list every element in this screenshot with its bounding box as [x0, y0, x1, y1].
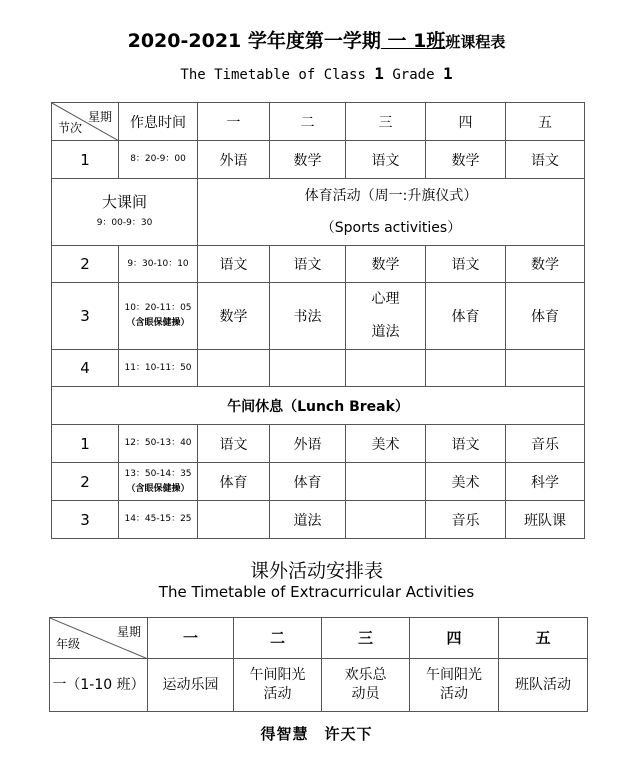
- period-row: [52, 283, 585, 350]
- title-suffix: 班课程表: [445, 33, 506, 51]
- day-header: 四: [426, 103, 506, 141]
- subject-cell: 体育: [198, 463, 270, 501]
- recess-row: [52, 179, 585, 246]
- period-time-cell: [119, 463, 198, 501]
- corner-grade-label: 年级: [56, 637, 81, 651]
- subject-cell: 语文: [506, 141, 585, 179]
- subject-cell: [198, 501, 270, 539]
- day-header: 二: [234, 618, 322, 659]
- period-number: 1: [52, 425, 119, 463]
- period-row: [52, 501, 585, 539]
- subject-cell: 外语: [270, 425, 346, 463]
- subject-line: 心理: [371, 291, 400, 307]
- subject-cell: 数学: [270, 141, 346, 179]
- subject-cell: [346, 501, 426, 539]
- period-row: [52, 463, 585, 501]
- subtitle-class: 1: [374, 64, 384, 83]
- period-time: 12：50-13：40: [119, 425, 198, 463]
- subject-cell: 语文: [270, 246, 346, 283]
- corner-cell: [50, 618, 148, 659]
- subject-cell: 科学: [506, 463, 585, 501]
- subject-cell: 美术: [426, 463, 506, 501]
- subject-cell: 班队课: [506, 501, 585, 539]
- title-grade: 一 1: [387, 30, 427, 52]
- day-header: 一: [198, 103, 270, 141]
- subject-cell: 音乐: [506, 425, 585, 463]
- subject-cell: [346, 283, 426, 350]
- activity-cell: [410, 659, 499, 712]
- subject-cell: [198, 350, 270, 387]
- period-time: 10：20-11：05: [124, 303, 192, 313]
- activity-cell: [234, 659, 322, 712]
- eye-exercise-note: （含眼保健操）: [126, 318, 190, 328]
- subtitle-mid: Grade: [383, 67, 443, 83]
- day-header: 三: [322, 618, 410, 659]
- subject-cell: 体育: [506, 283, 585, 350]
- period-row: [52, 246, 585, 283]
- subject-cell: 体育: [270, 463, 346, 501]
- subject-cell: 语文: [346, 141, 426, 179]
- page-subtitle: [0, 64, 633, 83]
- subject-cell: 数学: [426, 141, 506, 179]
- day-header: 四: [410, 618, 499, 659]
- eye-exercise-note: （含眼保健操）: [126, 483, 190, 494]
- period-row: [52, 350, 585, 387]
- recess-activity-cn: 体育活动（周一:升旗仪式）: [304, 188, 478, 204]
- subject-cell: 音乐: [426, 501, 506, 539]
- extracurricular-header-row: [50, 618, 588, 659]
- corner-weekday-label: 星期: [116, 625, 141, 639]
- subject-cell: [506, 350, 585, 387]
- period-time: 14：45-15：25: [119, 501, 198, 539]
- extracurricular-subtitle: The Timetable of Extracurricular Activities: [158, 583, 475, 601]
- period-row: [52, 425, 585, 463]
- period-time: 11：10-11：50: [119, 350, 198, 387]
- activity-line: 活动: [440, 686, 468, 702]
- period-number: 4: [52, 350, 119, 387]
- activity-cell: [148, 659, 234, 712]
- subject-cell: 数学: [346, 246, 426, 283]
- corner-period-label: 节次: [58, 121, 83, 135]
- activity-line: 班队活动: [515, 676, 571, 693]
- subject-cell: 语文: [198, 425, 270, 463]
- period-time: 9：30-10：10: [119, 246, 198, 283]
- subject-cell: [426, 350, 506, 387]
- activity-line: 动员: [351, 686, 380, 702]
- day-header: 二: [270, 103, 346, 141]
- title-grade-class: [381, 30, 445, 52]
- recess-activity-en: （Sports activities）: [320, 220, 462, 236]
- subject-cell: 道法: [270, 501, 346, 539]
- activity-cell: [322, 659, 410, 712]
- subject-cell: 美术: [346, 425, 426, 463]
- activity-line: 活动: [263, 686, 292, 702]
- period-number: 3: [52, 501, 119, 539]
- period-row: [52, 141, 585, 179]
- subject-cell: 语文: [198, 246, 270, 283]
- day-header: 五: [499, 618, 588, 659]
- subject-cell: 语文: [426, 246, 506, 283]
- activity-line: 午间阳光: [426, 667, 482, 683]
- recess-label: 大课间: [101, 193, 147, 211]
- subject-cell: 数学: [506, 246, 585, 283]
- subject-cell: 书法: [270, 283, 346, 350]
- recess-time: 9：00-9：30: [96, 218, 153, 228]
- period-time: 8：20-9：00: [119, 141, 198, 179]
- subject-cell: [346, 350, 426, 387]
- activity-cell: [499, 659, 588, 712]
- period-number: 2: [52, 463, 119, 501]
- subject-cell: 语文: [426, 425, 506, 463]
- grade-label: 一（1-10 班）: [50, 659, 148, 712]
- period-number: 2: [52, 246, 119, 283]
- extracurricular-row: [50, 659, 588, 712]
- subtitle-grade: 1: [442, 64, 453, 83]
- period-time: 13：50-14：35: [124, 468, 192, 479]
- subject-cell: 数学: [198, 283, 270, 350]
- corner-weekday-label: 星期: [87, 110, 112, 124]
- period-number: 1: [52, 141, 119, 179]
- subject-cell: 外语: [198, 141, 270, 179]
- day-header: 五: [506, 103, 585, 141]
- subject-line: 道法: [371, 324, 400, 340]
- time-header: 作息时间: [119, 103, 198, 141]
- title-term: 2020-2021 学年度第一学期: [127, 30, 381, 52]
- page-title: [0, 26, 633, 53]
- subtitle-prefix: The Timetable of Class: [180, 67, 375, 83]
- class-timetable: [51, 102, 585, 539]
- period-number: 3: [52, 283, 119, 350]
- day-header: 一: [148, 618, 234, 659]
- extracurricular-title: 课外活动安排表: [249, 560, 383, 582]
- day-header: 三: [346, 103, 426, 141]
- recess-activity-cell: [198, 179, 585, 246]
- corner-cell: [52, 103, 119, 141]
- activity-line: 欢乐总: [344, 667, 387, 683]
- period-time-cell: [119, 283, 198, 350]
- school-motto: 得智慧 许天下: [260, 725, 373, 743]
- timetable-header-row: [52, 103, 585, 141]
- activity-line: 运动乐园: [162, 676, 219, 693]
- lunch-break: 午间休息（Lunch Break）: [52, 387, 585, 425]
- subject-cell: [270, 350, 346, 387]
- activity-line: 午间阳光: [249, 667, 306, 683]
- extracurricular-table: [49, 617, 588, 712]
- lunch-row: [52, 387, 585, 425]
- title-class-char: 班: [426, 30, 446, 52]
- subject-cell: 体育: [426, 283, 506, 350]
- recess-label-cell: [52, 179, 198, 246]
- subject-cell: [346, 463, 426, 501]
